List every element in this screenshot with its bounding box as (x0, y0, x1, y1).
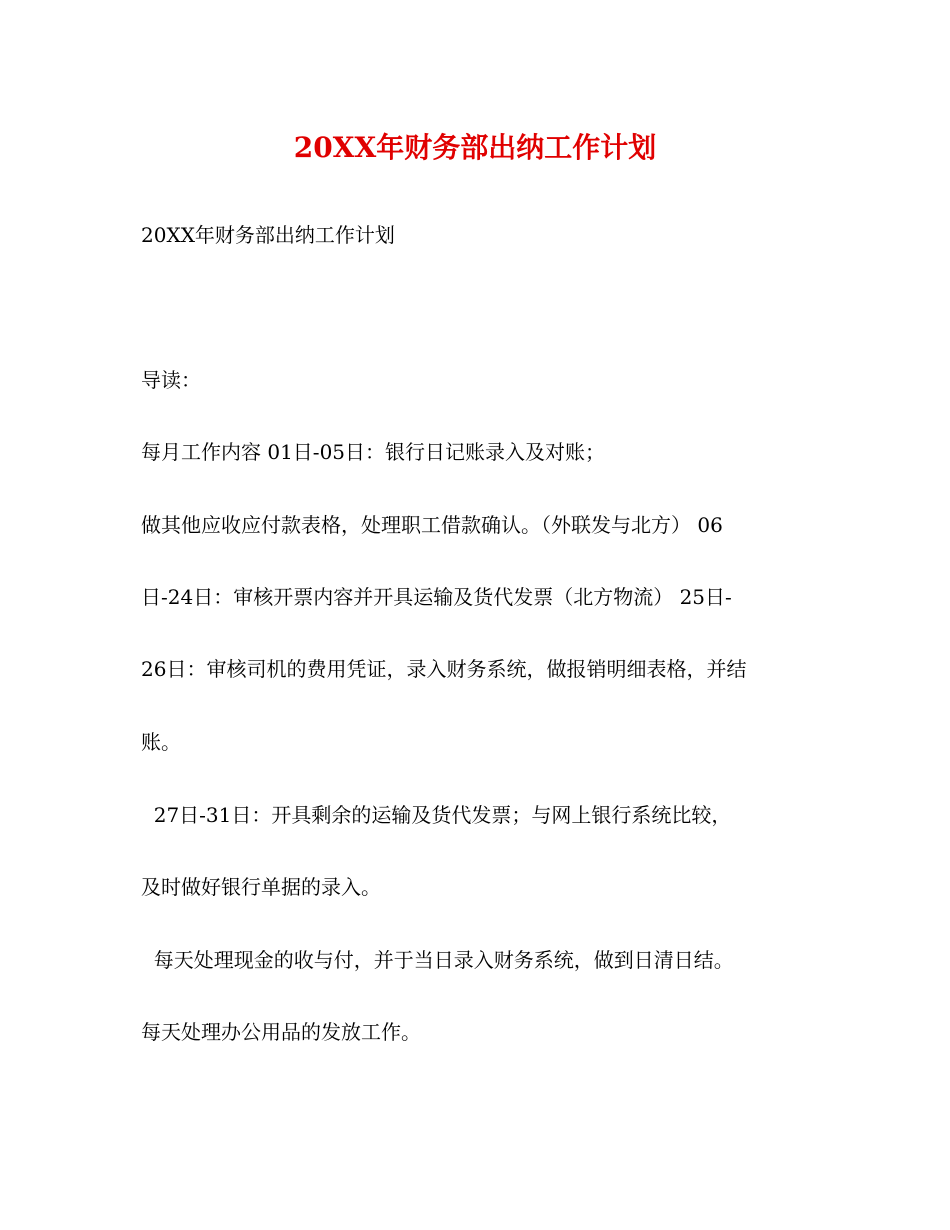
document-title: 20XX年财务部出纳工作计划 (293, 131, 657, 164)
paragraph-line: 每天处理办公用品的发放工作。 (141, 1020, 421, 1044)
paragraph-line: 导读： (141, 368, 201, 392)
paragraph-line: 及时做好银行单据的录入。 (141, 875, 381, 899)
paragraph-line: 每天处理现金的收与付，并于当日录入财务系统，做到日清日结。 (141, 948, 734, 972)
paragraph-line: 做其他应收应付款表格，处理职工借款确认。（外联发与北方） 06 (141, 513, 723, 537)
paragraph-line: 日-24日：审核开票内容并开具运输及货代发票（北方物流） 25日- (141, 585, 732, 609)
paragraph-line: 账。 (141, 730, 181, 754)
document-subtitle: 20XX年财务部出纳工作计划 (141, 223, 395, 247)
paragraph-line: 每月工作内容 01日-05日：银行日记账录入及对账； (141, 440, 606, 464)
paragraph-line: 27日-31日：开具剩余的运输及货代发票；与网上银行系统比较， (141, 803, 732, 827)
paragraph-line: 26日：审核司机的费用凭证，录入财务系统，做报销明细表格，并结 (141, 657, 747, 681)
